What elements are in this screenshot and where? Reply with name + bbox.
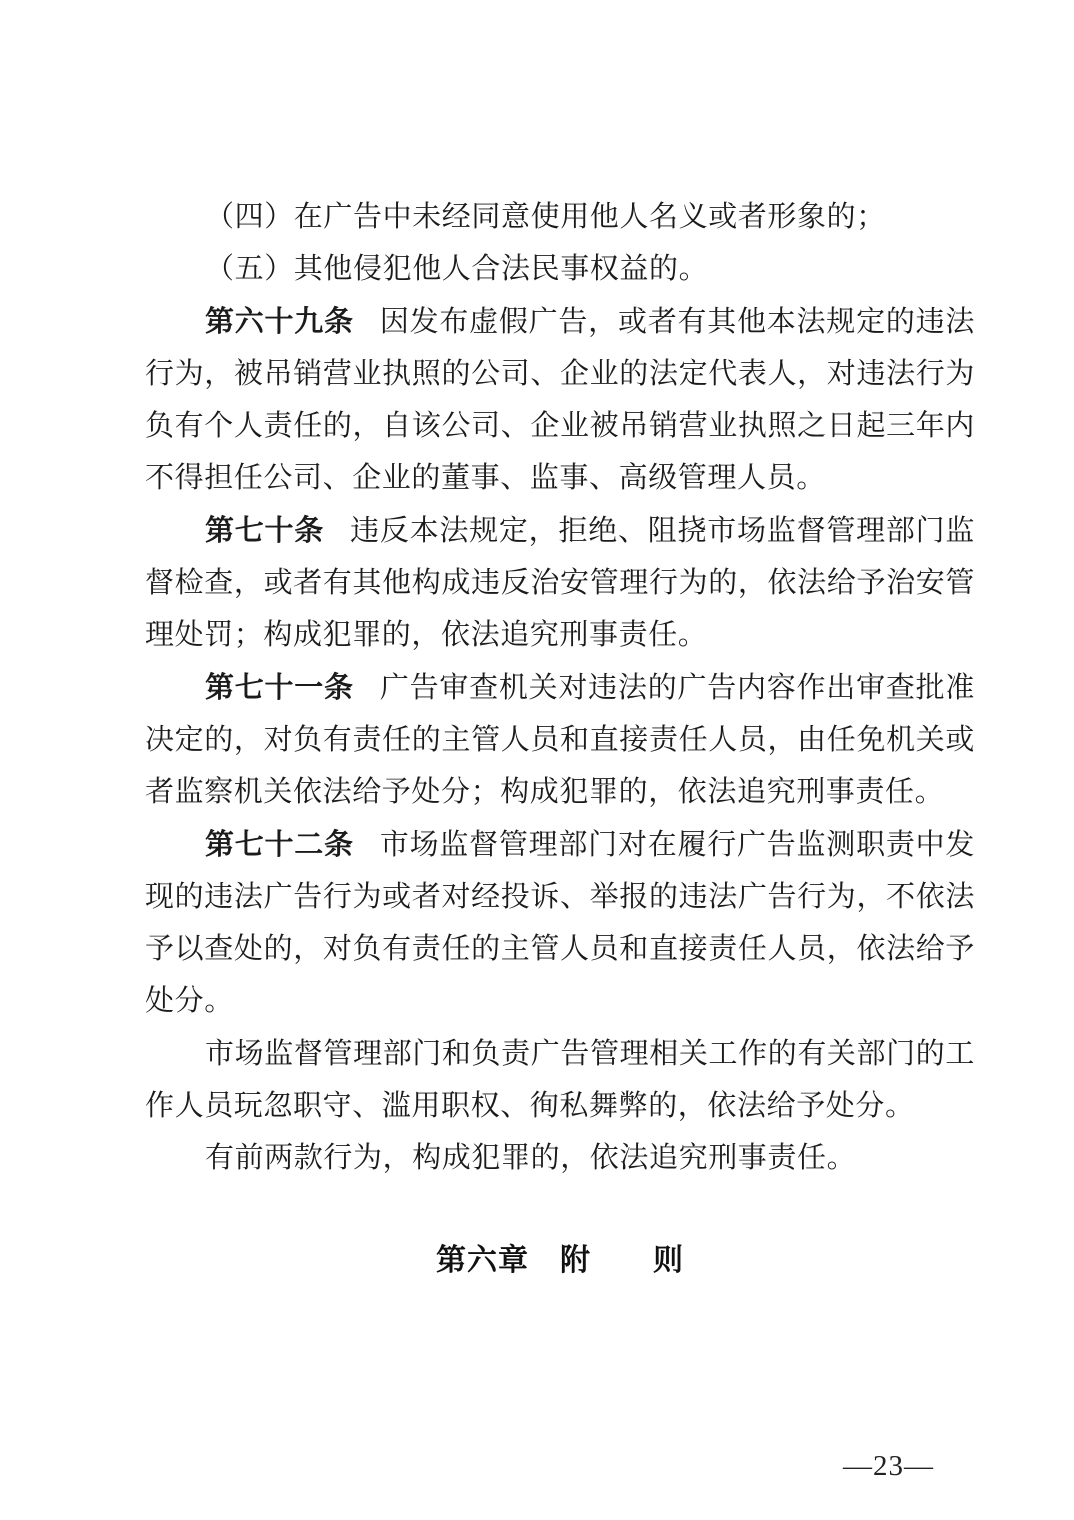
article-70-text: 违反本法规定，拒绝、阻挠市场监督管理部门监督检查，或者有其他构成违反治安管理行为的，依法给予治安管理处罚；构成犯罪的，依法追究刑事责任。 xyxy=(145,514,975,652)
chapter-heading: 第六章 附 则 xyxy=(436,1243,684,1277)
article-71-paragraph xyxy=(145,662,975,819)
article-72-text: 市场监督管理部门对在履行广告监测职责中发现的违法广告行为或者对经投诉、举报的违法广告行为，不依法予以查处的，对负有责任的主管人员和直接责任人员，依法给予处分。 xyxy=(145,828,975,1018)
article-69-text: 因发布虚假广告，或者有其他本法规定的违法行为，被吊销营业执照的公司、企业的法定代表人，对违法行为负有个人责任的，自该公司、企业被吊销营业执照之日起三年内不得担任公司、企业的董事、监事、高级管理人员。 xyxy=(145,305,975,495)
document-body xyxy=(145,191,975,1287)
article-70-number: 第七十条 xyxy=(205,514,325,547)
article-72-paragraph xyxy=(145,819,975,1028)
article-69-number: 第六十九条 xyxy=(205,305,354,338)
page-number: —23— xyxy=(843,1450,934,1482)
article-71-number: 第七十一条 xyxy=(205,671,354,704)
article-72-number: 第七十二条 xyxy=(205,828,354,861)
article-70-paragraph xyxy=(145,505,975,662)
list-item-4: （四）在广告中未经同意使用他人名义或者形象的； xyxy=(205,201,886,233)
article-71-text: 广告审查机关对违法的广告内容作出审查批准决定的，对负有责任的主管人员和直接责任人员，由任免机关或者监察机关依法给予处分；构成犯罪的，依法追究刑事责任。 xyxy=(145,671,975,809)
article-69-paragraph xyxy=(145,296,975,505)
article-72-clause-3: 有前两款行为，构成犯罪的，依法追究刑事责任。 xyxy=(205,1142,857,1175)
list-item-5: （五）其他侵犯他人合法民事权益的。 xyxy=(205,253,709,286)
article-72-clause-2: 市场监督管理部门和负责广告管理相关工作的有关部门的工作人员玩忽职守、滥用职权、徇私舞弊的，依法给予处分。 xyxy=(145,1037,975,1123)
